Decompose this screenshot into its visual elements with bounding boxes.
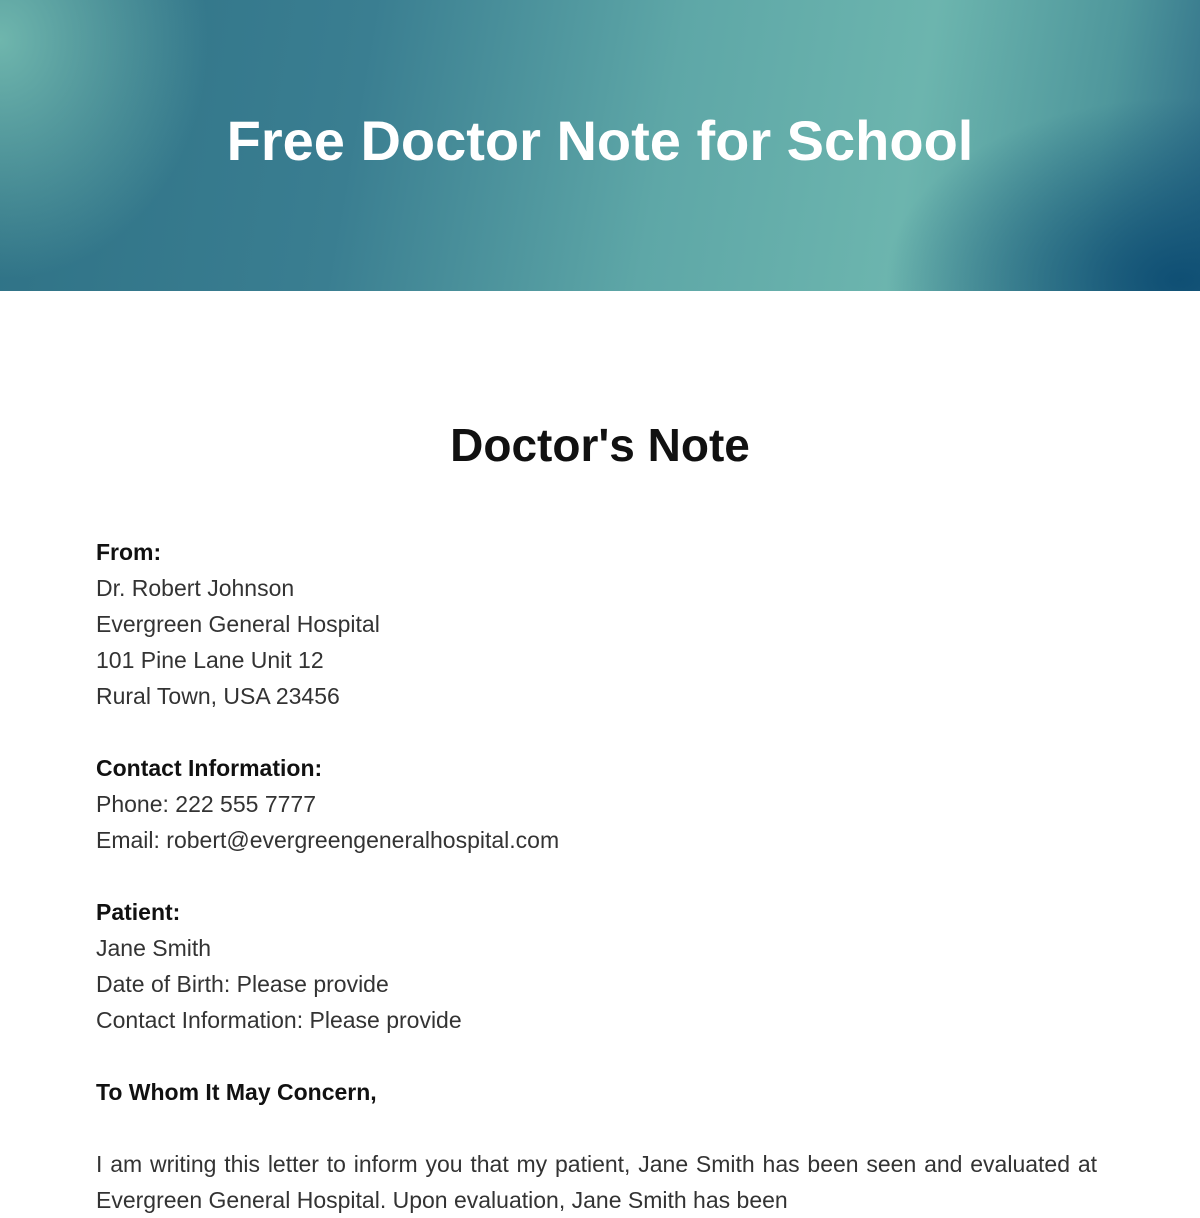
patient-line: Date of Birth: Please provide — [96, 971, 389, 997]
document-title: Doctor's Note — [450, 419, 750, 471]
banner-title: Free Doctor Note for School — [226, 109, 974, 172]
contact-phone: Phone: 222 555 7777 — [96, 791, 316, 817]
from-section — [96, 534, 1097, 714]
patient-line: Jane Smith — [96, 935, 212, 961]
from-line: Dr. Robert Johnson — [96, 575, 295, 601]
salutation: To Whom It May Concern, — [96, 1079, 377, 1105]
patient-label: Patient: — [96, 899, 181, 925]
from-line: 101 Pine Lane Unit 12 — [96, 647, 324, 673]
patient-section — [96, 894, 1097, 1038]
contact-section — [96, 750, 1097, 858]
header-banner — [0, 0, 1200, 291]
document-body — [96, 534, 1097, 1218]
body-paragraph: I am writing this letter to inform you that my patient, Jane Smith has been seen and evaluated at Evergreen General Hospital. Upon evaluation, Jane Smith has been — [96, 1151, 1097, 1213]
patient-line: Contact Information: Please provide — [96, 1007, 462, 1033]
contact-email: Email: robert@evergreengeneralhospital.com — [96, 827, 560, 853]
from-label: From: — [96, 539, 162, 565]
from-line: Evergreen General Hospital — [96, 611, 380, 637]
from-line: Rural Town, USA 23456 — [96, 683, 340, 709]
contact-label: Contact Information: — [96, 755, 323, 781]
